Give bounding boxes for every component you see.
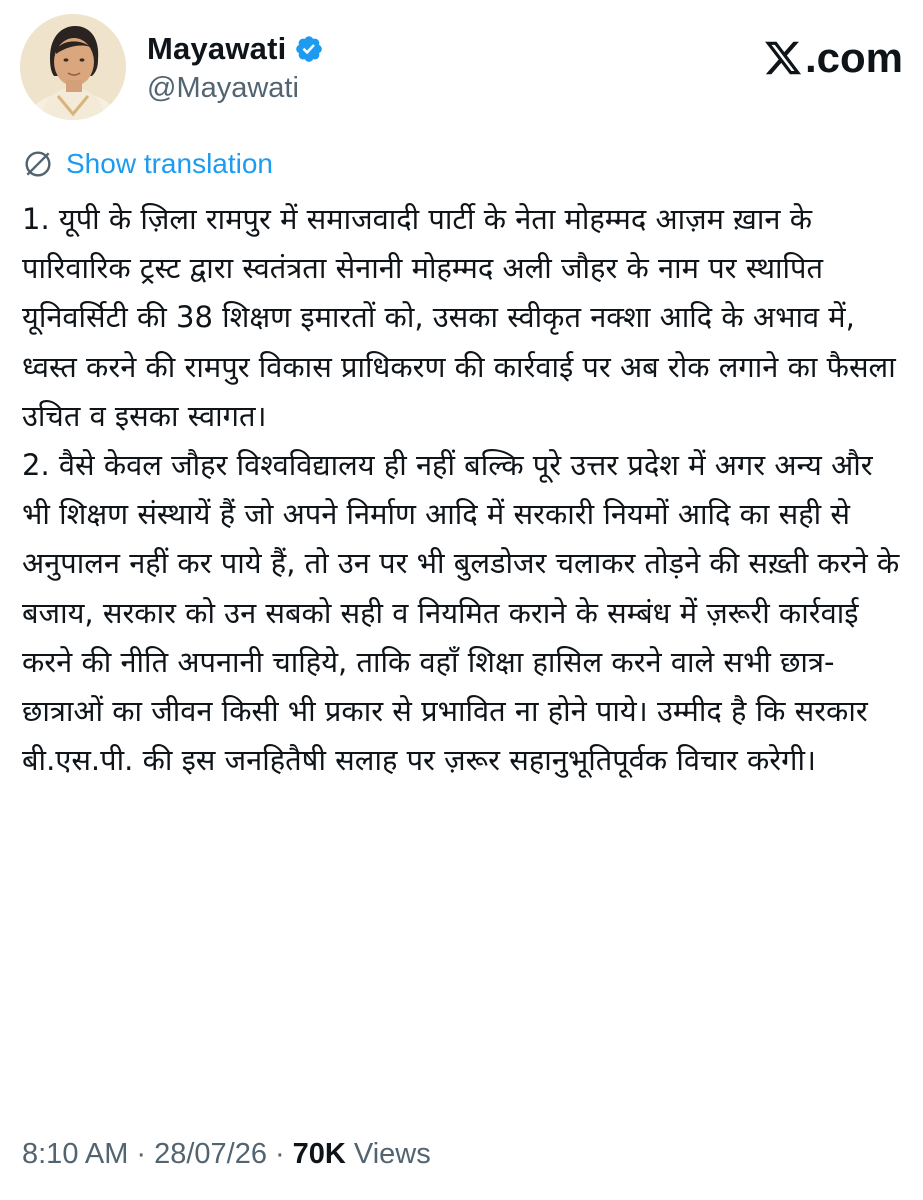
avatar[interactable] <box>20 14 126 120</box>
tweet-paragraph: 1. यूपी के ज़िला रामपुर में समाजवादी पार्टी के नेता मोहम्मद आज़म ख़ान के पारिवारिक ट्रस्ट द्वारा स्वतंत्रता सेनानी मोहम्मद अली जौहर के नाम पर स्थापित यूनिवर्सिटी की 38 शिक्षण इमारतों को, उसका स्वीकृत नक्शा आदि के अभाव में, ध्वस्त करने की रामपुर विकास प्राधिकरण की कार्रवाई पर अब रोक लगाने का फैसला उचित व इसका स्वागत। <box>22 202 896 433</box>
views-label: Views <box>353 1138 431 1170</box>
profile-photo <box>20 14 126 120</box>
meta-separator: · <box>274 1138 285 1170</box>
show-translation-button[interactable] <box>22 148 273 180</box>
views-count[interactable]: 70K <box>292 1138 346 1170</box>
x-brand <box>763 34 903 82</box>
x-logo-icon <box>763 38 803 78</box>
globe-icon <box>22 148 54 180</box>
user-handle[interactable]: @Mayawati <box>147 72 299 104</box>
meta-separator: · <box>136 1138 147 1170</box>
brand-domain: .com <box>804 34 903 81</box>
tweet-text <box>22 195 902 785</box>
tweet-meta <box>22 1138 431 1171</box>
tweet-header <box>20 14 903 122</box>
tweet-time[interactable]: 8:10 AM <box>22 1138 129 1170</box>
tweet-date[interactable]: 28/07/26 <box>154 1138 267 1170</box>
verified-badge-icon <box>294 34 324 64</box>
show-translation-label: Show translation <box>66 148 274 179</box>
tweet-paragraph: 2. वैसे केवल जौहर विश्वविद्यालय ही नहीं बल्कि पूरे उत्तर प्रदेश में अगर अन्य और भी शिक्षण संस्थायें हैं जो अपने निर्माण आदि में सरकारी नियमों आदि का सही से अनुपालन नहीं कर पाये हैं, तो उन पर भी बुलडोजर चलाकर तोड़ने की सख़्ती करने के बजाय, सरकार को उन सबको सही व नियमित कराने के सम्बंध में ज़रूरी कार्रवाई करने की नीति अपनानी चाहिये, ताकि वहाँ शिक्षा हासिल करने वाले सभी छात्र-छात्राओं का जीवन किसी भी प्रकार से प्रभावित ना होने पाये। उम्मीद है कि सरकार बी.एस.पी. की इस जनहितैषी सलाह पर ज़रूर सहानुभूतिपूर्वक विचार करेगी। <box>22 448 900 778</box>
display-name-row <box>147 28 324 70</box>
display-name[interactable]: Mayawati <box>147 31 287 66</box>
user-info <box>147 28 324 105</box>
